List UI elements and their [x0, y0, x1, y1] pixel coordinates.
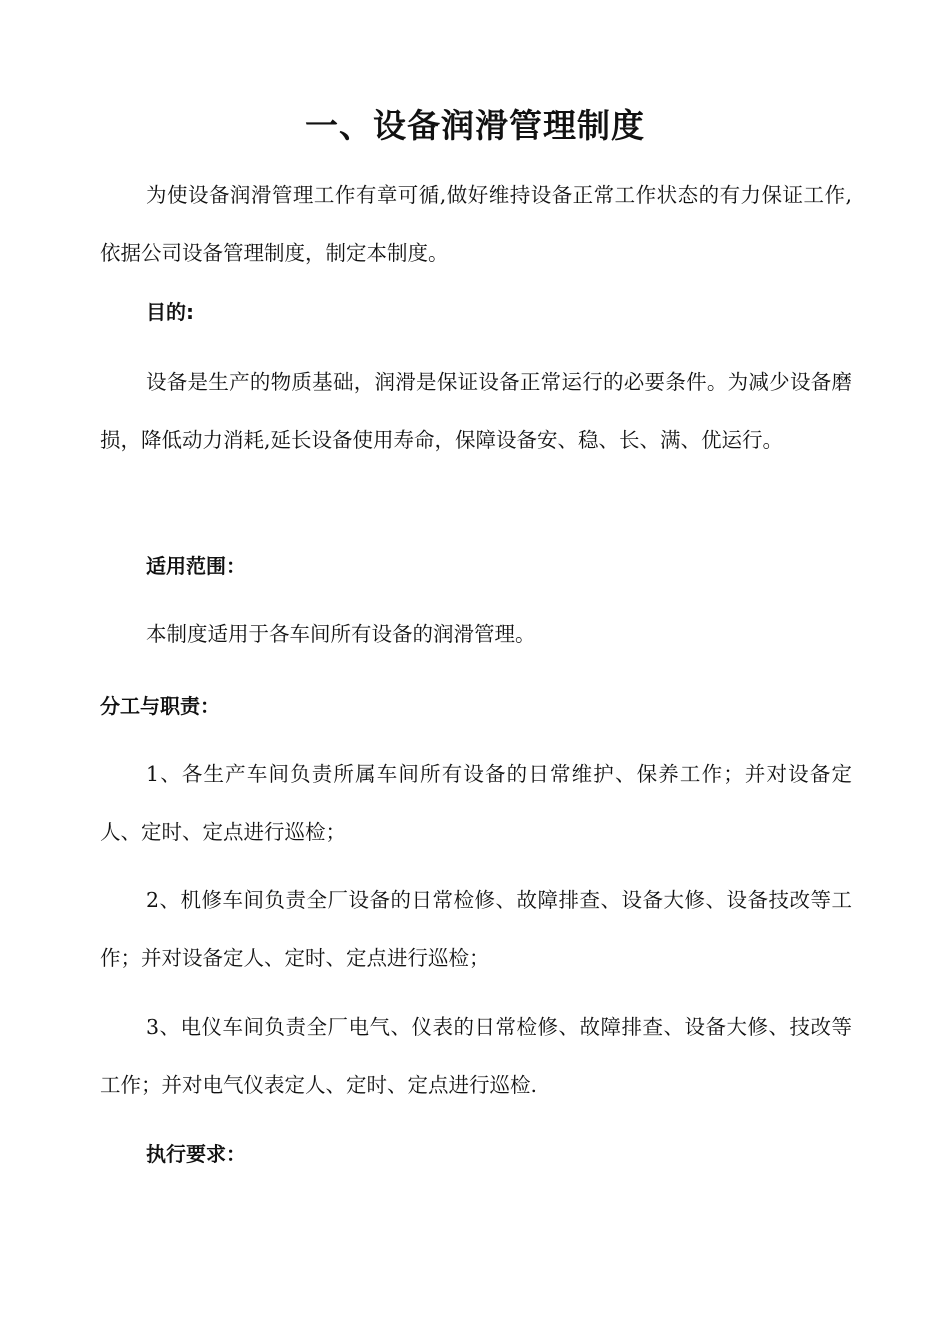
duty-item-1: 1、各生产车间负责所属车间所有设备的日常维护、保养工作；并对设备定人、定时、定点进行巡检； [100, 762, 852, 844]
duty-item-2: 2、机修车间负责全厂设备的日常检修、故障排查、设备大修、设备技改等工作；并对设备定人、定时、定点进行巡检； [100, 888, 852, 970]
scope-paragraph: 本制度适用于各车间所有设备的润滑管理。 [146, 622, 536, 646]
purpose-heading: 目的: [146, 300, 194, 324]
intro-paragraph: 为使设备润滑管理工作有章可循,做好维持设备正常工作状态的有力保证工作,依据公司设备管理制度，制定本制度。 [100, 183, 852, 265]
duties-heading: 分工与职责： [100, 694, 220, 718]
scope-heading: 适用范围： [146, 554, 246, 578]
purpose-paragraph: 设备是生产的物质基础，润滑是保证设备正常运行的必要条件。为减少设备磨损，降低动力消耗,延长设备使用寿命，保障设备安、稳、长、满、优运行。 [100, 370, 852, 452]
duty-item-3: 3、电仪车间负责全厂电气、仪表的日常检修、故障排查、设备大修、技改等工作；并对电气仪表定人、定时、定点进行巡检. [100, 1015, 852, 1097]
execution-heading: 执行要求： [146, 1142, 246, 1166]
document-title: 一、设备润滑管理制度 [305, 106, 645, 145]
